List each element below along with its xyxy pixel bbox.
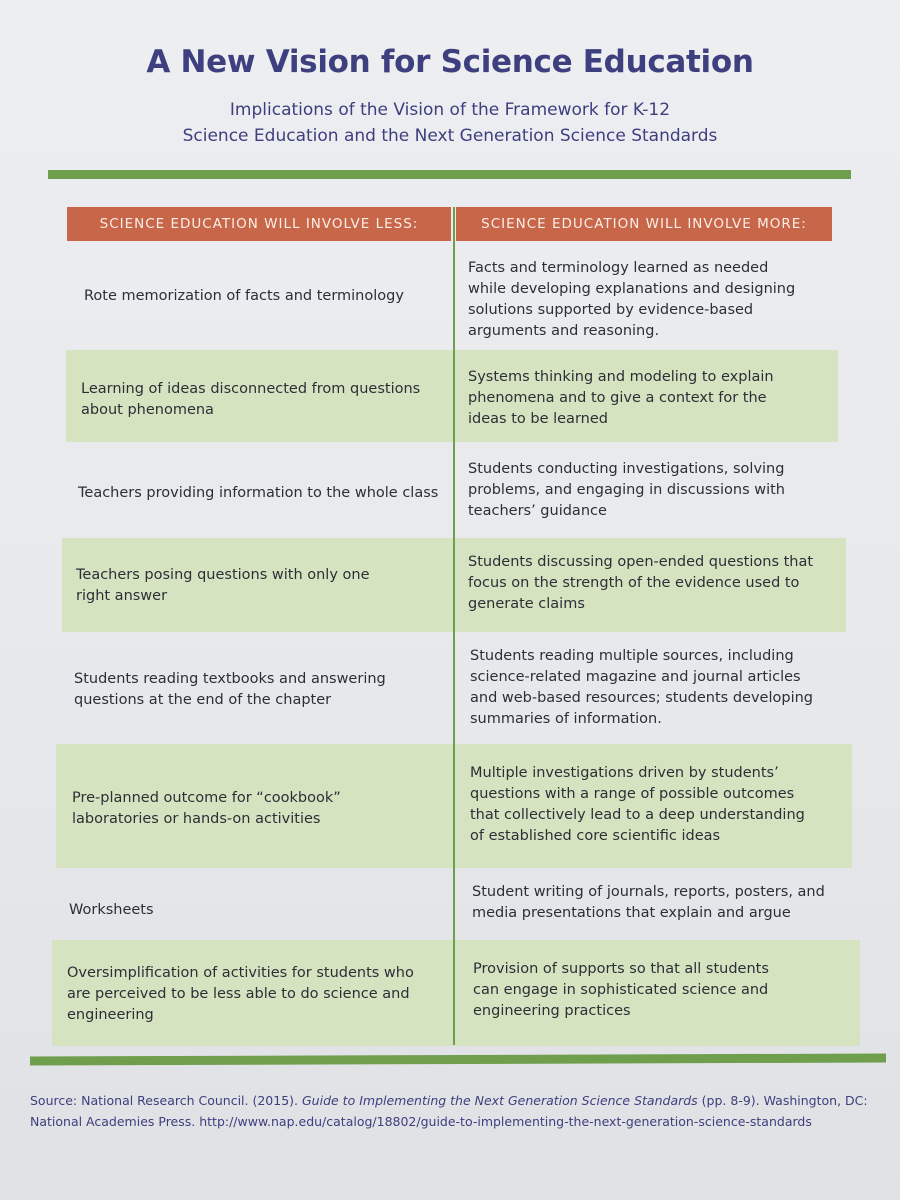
cell-more: Students discussing open-ended questions that focus on the strength of the evidence used to generate claims — [468, 554, 814, 612]
page-title: A New Vision for Science Education — [146, 44, 754, 80]
cell-more: Facts and terminology learned as needed while developing explanations and designing solutions supported by evidence-based arguments and reasoning. — [468, 260, 796, 339]
header-less: SCIENCE EDUCATION WILL INVOLVE LESS: — [67, 207, 451, 241]
header-more: SCIENCE EDUCATION WILL INVOLVE MORE: — [456, 207, 832, 241]
cell-less: Students reading textbooks and answering questions at the end of the chapter — [74, 671, 386, 708]
source-title: Guide to Implementing the Next Generation Science Standards — [302, 1093, 698, 1108]
cell-less: Worksheets — [69, 902, 154, 918]
cell-more: Students reading multiple sources, including science-related magazine and journal articles and web-based resources; students developing summaries of information. — [470, 648, 813, 727]
cell-less: Pre-planned outcome for “cookbook” laboratories or hands-on activities — [72, 790, 341, 827]
bottom-divider — [30, 1054, 886, 1066]
subtitle-line-2: Science Education and the Next Generation Science Standards — [182, 126, 718, 146]
cell-less: Rote memorization of facts and terminology — [84, 288, 404, 304]
source-suffix: (pp. 8-9). Washington, DC: National Academies Press. http://www.nap.edu/catalog/18802/guide-to-implementing-the-next-generation-science-standards — [30, 1093, 868, 1129]
subtitle-line-1: Implications of the Vision of the Framework for K-12 — [229, 100, 671, 120]
cell-more: Provision of supports so that all students can engage in sophisticated science and engineering practices — [473, 961, 769, 1019]
source-citation — [30, 1090, 880, 1132]
top-divider — [48, 170, 851, 179]
cell-less: Oversimplification of activities for students who are perceived to be less able to do science and engineering — [67, 965, 414, 1023]
cell-more: Student writing of journals, reports, posters, and media presentations that explain and argue — [472, 884, 825, 921]
cell-more: Students conducting investigations, solving problems, and engaging in discussions with teachers’ guidance — [468, 461, 785, 519]
cell-more: Systems thinking and modeling to explain phenomena and to give a context for the ideas to be learned — [468, 369, 774, 427]
cell-less: Teachers posing questions with only one right answer — [76, 567, 370, 604]
cell-more: Multiple investigations driven by students’ questions with a range of possible outcomes that collectively lead to a deep understanding of established core scientific ideas — [470, 765, 805, 844]
column-divider — [453, 207, 455, 1045]
cell-less: Teachers providing information to the whole class — [78, 485, 439, 501]
source-prefix: Source: National Research Council. (2015). — [30, 1093, 302, 1108]
cell-less: Learning of ideas disconnected from questions about phenomena — [81, 381, 421, 418]
